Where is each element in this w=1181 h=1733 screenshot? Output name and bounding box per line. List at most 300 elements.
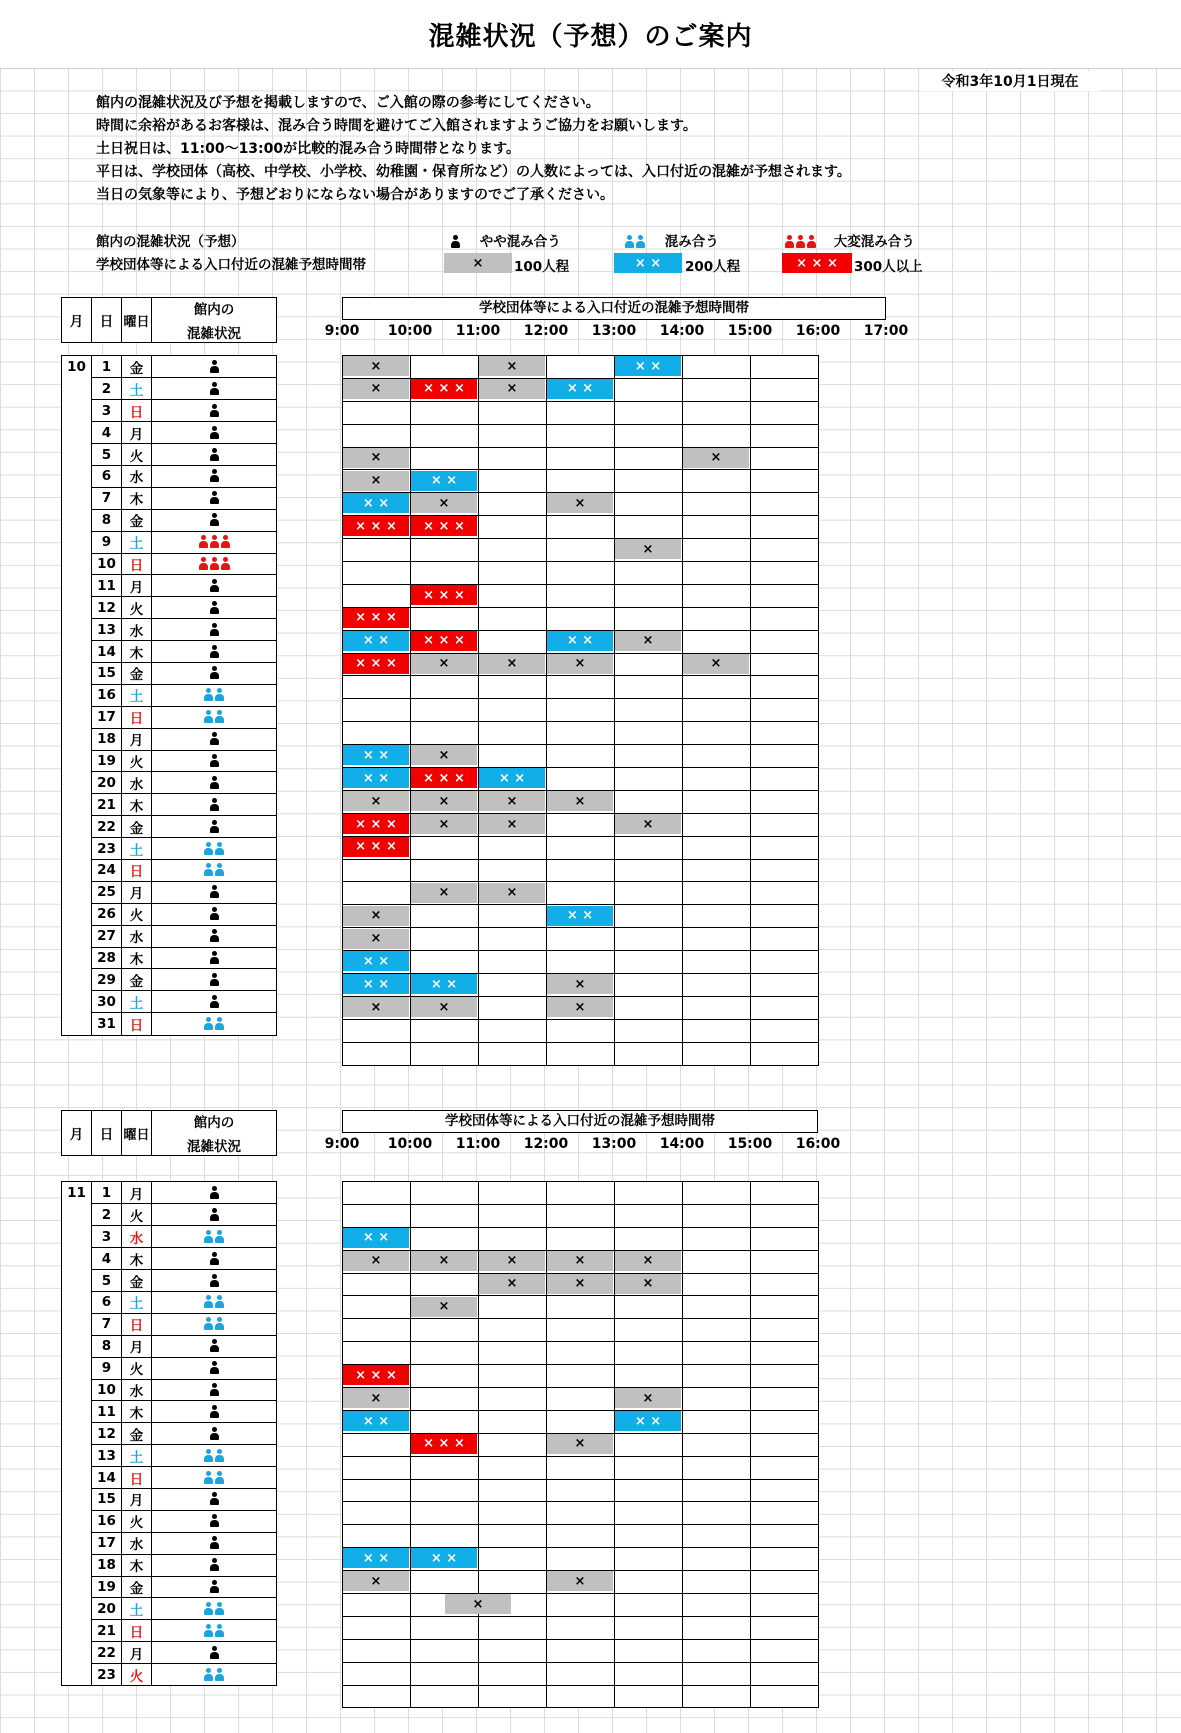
table-row: [62, 947, 277, 969]
schedule-cell: [479, 1019, 547, 1042]
table-row: [62, 1488, 277, 1510]
month-cell: [62, 838, 92, 860]
month-cell: [62, 378, 92, 400]
schedule-cell: [615, 1502, 683, 1525]
schedule-cell: [751, 1019, 819, 1042]
month-cell: [62, 1488, 92, 1510]
schedule-cell: [615, 1479, 683, 1502]
schedule-cell: [615, 562, 683, 585]
crowd-cell: [152, 1445, 277, 1467]
dow-cell: 金: [122, 969, 152, 991]
header-crowd-line1: 館内の: [193, 302, 235, 318]
crowd-level-icons: [209, 578, 220, 594]
person-icon: [210, 666, 219, 680]
table-row: [62, 1270, 277, 1292]
october-school-title: 学校団体等による入口付近の混雑予想時間帯: [342, 297, 886, 320]
schedule-cell: [547, 1639, 615, 1662]
month-cell: [62, 597, 92, 619]
dow-cell: 火: [122, 1664, 152, 1686]
schedule-cell: [751, 951, 819, 974]
crowd-cell: [152, 1576, 277, 1598]
schedule-cell: [479, 676, 547, 699]
schedule-cell: [343, 699, 411, 722]
schedule-cell: [479, 1227, 547, 1250]
crowd-level-icons: [203, 687, 225, 703]
day-cell: 9: [92, 531, 122, 553]
crowd-cell: [152, 1357, 277, 1379]
table-row: [62, 881, 277, 903]
busy-slot: × ×: [411, 471, 477, 491]
dow-cell: 日: [122, 1467, 152, 1489]
crowd-cell: [152, 903, 277, 925]
schedule-cell: [343, 1296, 411, 1319]
schedule-cell: [411, 1616, 479, 1639]
crowd-cell: [152, 1642, 277, 1664]
month-cell: [62, 553, 92, 575]
schedule-cell: [479, 1410, 547, 1433]
table-row: [62, 1423, 277, 1445]
schedule-cell: [751, 562, 819, 585]
header-month: 月: [62, 1111, 92, 1156]
schedule-row: [343, 1388, 819, 1411]
schedule-cell: [615, 1548, 683, 1571]
month-cell: [62, 1248, 92, 1270]
schedule-cell: [479, 1685, 547, 1708]
schedule-cell: [751, 1525, 819, 1548]
header-crowd-line2: 混雑状況: [187, 1139, 241, 1155]
schedule-cell: [343, 1182, 411, 1205]
table-row: [62, 422, 277, 444]
table-row: [62, 597, 277, 619]
month-cell: [62, 1357, 92, 1379]
schedule-cell: [343, 1042, 411, 1065]
schedule-cell: [751, 1616, 819, 1639]
person-icon: [210, 754, 219, 768]
schedule-cell: [683, 1204, 751, 1227]
schedule-cell: [615, 974, 683, 997]
crowd-level-icons: [209, 1426, 220, 1442]
crowd-level-icons: [209, 797, 220, 813]
schedule-cell: [411, 1204, 479, 1227]
time-label-1000: 10:00: [387, 1136, 433, 1152]
busy-slot: ×: [683, 448, 749, 468]
schedule-row: [343, 562, 819, 585]
busy-slot: ×: [411, 654, 477, 674]
table-row: [62, 1204, 277, 1226]
legend-level1-label: やや混み合う: [479, 234, 561, 250]
person-icon: [215, 688, 224, 702]
dow-cell: 金: [122, 816, 152, 838]
schedule-row: [343, 1525, 819, 1548]
dow-cell: 月: [122, 1642, 152, 1664]
crowd-cell: [152, 838, 277, 860]
schedule-cell: [615, 905, 683, 928]
note-4: 平日は、学校団体（高校、中学校、小学校、幼稚園・保育所など）の人数によっては、入口付近の混雑が予想されます。: [96, 164, 851, 180]
dow-cell: 木: [122, 794, 152, 816]
busy-slot: ×: [547, 1571, 613, 1591]
crowd-cell: [152, 465, 277, 487]
legend-count3: 300人以上: [854, 259, 923, 275]
table-row: [62, 706, 277, 728]
schedule-cell: [751, 768, 819, 791]
table-row: [62, 1532, 277, 1554]
table-row: [62, 1357, 277, 1379]
crowd-cell: [152, 859, 277, 881]
schedule-cell: [411, 722, 479, 745]
dow-cell: 火: [122, 1357, 152, 1379]
schedule-cell: [751, 1548, 819, 1571]
busy-slot: ×: [343, 997, 409, 1017]
dow-cell: 月: [122, 1488, 152, 1510]
schedule-cell: [547, 951, 615, 974]
crowd-level-icons: [209, 775, 220, 791]
busy-slot: ×: [683, 654, 749, 674]
crowd-level-icons: [209, 819, 220, 835]
crowd-cell: [152, 662, 277, 684]
crowd-level-icons: [209, 1535, 220, 1551]
schedule-cell: [479, 424, 547, 447]
schedule-cell: [751, 1204, 819, 1227]
busy-slot: ×: [547, 791, 613, 811]
time-label-1200: 12:00: [523, 323, 569, 339]
table-row: [62, 1598, 277, 1620]
schedule-cell: [615, 516, 683, 539]
schedule-cell: [751, 928, 819, 951]
schedule-cell: [615, 836, 683, 859]
time-label-1000: 10:00: [387, 323, 433, 339]
dow-cell: 水: [122, 1226, 152, 1248]
dow-cell: 水: [122, 772, 152, 794]
busy-slot: × × ×: [411, 585, 477, 605]
schedule-cell: [683, 516, 751, 539]
person-icon: [199, 535, 208, 549]
month-cell: [62, 706, 92, 728]
day-cell: 14: [92, 641, 122, 663]
day-cell: 22: [92, 816, 122, 838]
schedule-row: [343, 1456, 819, 1479]
schedule-row: [343, 699, 819, 722]
schedule-cell: [615, 447, 683, 470]
dow-cell: 月: [122, 575, 152, 597]
schedule-cell: [411, 1479, 479, 1502]
schedule-cell: [411, 607, 479, 630]
person-icon: [785, 235, 794, 249]
table-row: [62, 750, 277, 772]
schedule-cell: [615, 607, 683, 630]
crowd-cell: [152, 597, 277, 619]
person-icon: [204, 1624, 213, 1638]
schedule-cell: [683, 996, 751, 1019]
busy-slot: × ×: [411, 1548, 477, 1568]
person-icon: [204, 1295, 213, 1309]
table-row: [62, 1379, 277, 1401]
busy-slot: × ×: [343, 1548, 409, 1568]
legend-level3: [784, 230, 915, 250]
dow-cell: 月: [122, 881, 152, 903]
month-cell: [62, 1620, 92, 1642]
crowd-level-icons: [203, 1016, 225, 1032]
table-row: [62, 1313, 277, 1335]
schedule-cell: [751, 1685, 819, 1708]
table-row: [62, 991, 277, 1013]
table-row: [62, 356, 277, 378]
busy-slot: ×: [411, 493, 477, 513]
day-cell: 3: [92, 1226, 122, 1248]
schedule-cell: [615, 951, 683, 974]
schedule-cell: [615, 401, 683, 424]
schedule-cell: [411, 1502, 479, 1525]
crowd-level-icons: [209, 665, 220, 681]
schedule-cell: [547, 1388, 615, 1411]
month-cell: [62, 575, 92, 597]
schedule-cell: [411, 1456, 479, 1479]
crowd-cell: [152, 400, 277, 422]
schedule-cell: [411, 836, 479, 859]
schedule-cell: [479, 1296, 547, 1319]
schedule-row: [343, 356, 819, 379]
person-icon: [210, 929, 219, 943]
header-crowd-line1: 館内の: [193, 1115, 235, 1131]
day-cell: 6: [92, 1291, 122, 1313]
person-icon: [215, 1295, 224, 1309]
schedule-cell: [751, 1273, 819, 1296]
schedule-cell: [547, 1319, 615, 1342]
crowd-cell: [152, 991, 277, 1013]
schedule-cell: [683, 1319, 751, 1342]
dow-cell: 木: [122, 1554, 152, 1576]
schedule-cell: [751, 1342, 819, 1365]
person-icon: [210, 1580, 219, 1594]
day-cell: 31: [92, 1013, 122, 1035]
table-row: [62, 465, 277, 487]
month-cell: [62, 1013, 92, 1035]
schedule-cell: [615, 928, 683, 951]
schedule-row: [343, 1502, 819, 1525]
schedule-cell: [411, 1639, 479, 1662]
busy-slot: ×: [479, 791, 545, 811]
schedule-cell: [683, 745, 751, 768]
crowd-level-icons: [209, 1404, 220, 1420]
schedule-cell: [479, 607, 547, 630]
legend-school-label: 学校団体等による入口付近の混雑予想時間帯: [96, 257, 366, 273]
busy-slot: × ×: [547, 906, 613, 926]
schedule-cell: [615, 1342, 683, 1365]
schedule-cell: [751, 1296, 819, 1319]
busy-slot: ×: [411, 1297, 477, 1317]
schedule-cell: [615, 470, 683, 493]
schedule-cell: [479, 1319, 547, 1342]
dow-cell: 土: [122, 1445, 152, 1467]
busy-slot: ×: [479, 883, 545, 903]
schedule-cell: [615, 1296, 683, 1319]
person-icon: [204, 710, 213, 724]
month-cell: 11: [62, 1182, 92, 1204]
day-cell: 21: [92, 1620, 122, 1642]
schedule-row: [343, 401, 819, 424]
busy-slot: × ×: [343, 631, 409, 651]
table-row: [62, 400, 277, 422]
schedule-cell: [751, 1456, 819, 1479]
time-label-900: 9:00: [324, 1136, 360, 1152]
table-row: [62, 1226, 277, 1248]
crowd-level-icons: [209, 1338, 220, 1354]
schedule-cell: [343, 1273, 411, 1296]
table-row: [62, 641, 277, 663]
busy-slot: ×: [479, 356, 545, 376]
schedule-row: [343, 1639, 819, 1662]
schedule-cell: [615, 1227, 683, 1250]
crowd-cell: [152, 422, 277, 444]
schedule-cell: [547, 356, 615, 379]
person-icon: [210, 973, 219, 987]
busy-slot: ×: [343, 379, 409, 399]
day-cell: 28: [92, 947, 122, 969]
schedule-cell: [751, 974, 819, 997]
schedule-cell: [479, 401, 547, 424]
busy-slot: ×: [343, 906, 409, 926]
schedule-row: [343, 928, 819, 951]
dow-cell: 木: [122, 641, 152, 663]
table-row: [62, 1467, 277, 1489]
crowd-cell: [152, 356, 277, 378]
crowd-level-icons: [209, 600, 220, 616]
schedule-cell: [547, 813, 615, 836]
schedule-cell: [751, 1365, 819, 1388]
dow-cell: 金: [122, 1270, 152, 1292]
crowd-level-icons: [209, 403, 220, 419]
schedule-cell: [683, 676, 751, 699]
crowd-level-icons: [209, 731, 220, 747]
schedule-cell: [547, 584, 615, 607]
day-cell: 17: [92, 1532, 122, 1554]
schedule-cell: [547, 1204, 615, 1227]
busy-slot: ×: [615, 1274, 681, 1294]
day-cell: 1: [92, 356, 122, 378]
schedule-row: [343, 859, 819, 882]
dow-cell: 土: [122, 531, 152, 553]
day-cell: 20: [92, 772, 122, 794]
schedule-cell: [547, 1616, 615, 1639]
month-cell: [62, 750, 92, 772]
time-label-1100: 11:00: [455, 323, 501, 339]
person-icon: [204, 1471, 213, 1485]
dow-cell: 水: [122, 1379, 152, 1401]
schedule-cell: [479, 951, 547, 974]
schedule-cell: [683, 1662, 751, 1685]
schedule-cell: [343, 1319, 411, 1342]
schedule-cell: [615, 996, 683, 1019]
month-cell: [62, 619, 92, 641]
schedule-cell: [411, 401, 479, 424]
schedule-row: [343, 1042, 819, 1065]
dow-cell: 水: [122, 619, 152, 641]
schedule-cell: [479, 447, 547, 470]
busy-slot: × ×: [547, 379, 613, 399]
person-icon: [210, 491, 219, 505]
month-cell: [62, 1401, 92, 1423]
schedule-cell: [343, 722, 411, 745]
schedule-cell: [751, 539, 819, 562]
month-cell: [62, 1532, 92, 1554]
day-cell: 29: [92, 969, 122, 991]
busy-slot: ×: [547, 974, 613, 994]
table-row: [62, 1510, 277, 1532]
schedule-cell: [615, 1042, 683, 1065]
busy-slot: × × ×: [343, 654, 409, 674]
schedule-cell: [683, 584, 751, 607]
schedule-cell: [411, 1227, 479, 1250]
crowd-cell: [152, 1488, 277, 1510]
schedule-cell: [615, 1182, 683, 1205]
busy-slot: ×: [343, 929, 409, 949]
day-table: [61, 1181, 277, 1686]
busy-slot: ×: [343, 1251, 409, 1271]
busy-slot: ×: [343, 791, 409, 811]
table-row: [62, 553, 277, 575]
table-row: [62, 1013, 277, 1035]
month-cell: [62, 947, 92, 969]
schedule-cell: [411, 905, 479, 928]
schedule-cell: [547, 1342, 615, 1365]
dow-cell: 火: [122, 444, 152, 466]
dow-cell: 月: [122, 1335, 152, 1357]
schedule-cell: [751, 745, 819, 768]
schedule-cell: [479, 1548, 547, 1571]
schedule-cell: [683, 1182, 751, 1205]
day-cell: 25: [92, 881, 122, 903]
crowd-cell: [152, 728, 277, 750]
crowd-level-icons: [209, 447, 220, 463]
schedule-cell: [615, 1639, 683, 1662]
person-icon: [210, 557, 219, 571]
dow-cell: 水: [122, 925, 152, 947]
person-icon: [625, 235, 634, 249]
schedule-cell: [479, 516, 547, 539]
crowd-level-icons: [203, 841, 225, 857]
schedule-cell: [683, 562, 751, 585]
schedule-cell: [479, 1479, 547, 1502]
person-icon: [204, 1230, 213, 1244]
busy-slot: ×: [615, 1251, 681, 1271]
schedule-cell: [751, 836, 819, 859]
time-label-1300: 13:00: [591, 323, 637, 339]
schedule-cell: [615, 882, 683, 905]
day-cell: 2: [92, 1204, 122, 1226]
day-cell: 26: [92, 903, 122, 925]
person-icon: [215, 1624, 224, 1638]
schedule-cell: [343, 1685, 411, 1708]
month-cell: [62, 1423, 92, 1445]
crowd-level-icons: [209, 359, 220, 375]
schedule-cell: [479, 1182, 547, 1205]
busy-slot: ×: [547, 1251, 613, 1271]
dow-cell: 日: [122, 1013, 152, 1035]
schedule-cell: [547, 1019, 615, 1042]
schedule-cell: [547, 447, 615, 470]
day-cell: 2: [92, 378, 122, 400]
schedule-cell: [547, 516, 615, 539]
schedule-cell: [411, 539, 479, 562]
schedule-cell: [615, 790, 683, 813]
day-cell: 19: [92, 1576, 122, 1598]
busy-slot: × ×: [343, 974, 409, 994]
schedule-cell: [411, 1410, 479, 1433]
header-month: 月: [62, 298, 92, 343]
dow-cell: 金: [122, 356, 152, 378]
day-cell: 8: [92, 509, 122, 531]
table-row: [62, 1445, 277, 1467]
schedule-cell: [479, 1365, 547, 1388]
